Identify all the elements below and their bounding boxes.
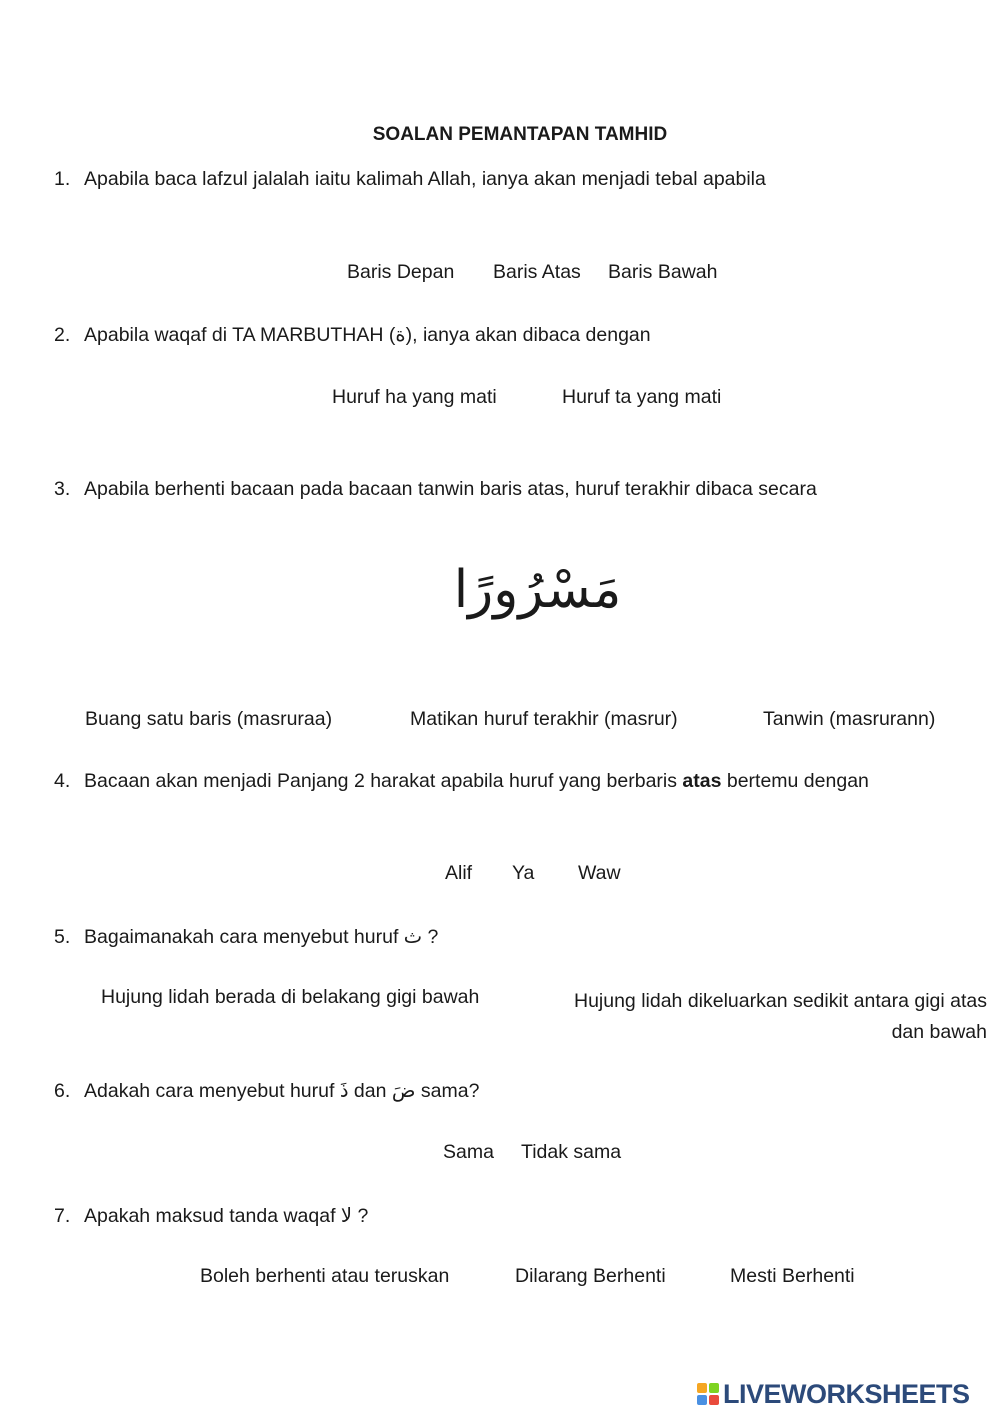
q3-option-buang-satu-baris[interactable]: Buang satu baris (masruraa) [85,708,333,730]
question-7: 7. Apakah maksud tanda waqaf لا ? [54,1204,369,1227]
q5-option-dikeluarkan[interactable]: Hujung lidah dikeluarkan sedikit antara gigi atas dan bawah [573,990,987,1043]
question-5: 5. Bagaimanakah cara menyebut huruf ث ? [54,925,439,948]
q3-option-tanwin[interactable]: Tanwin (masrurann) [763,708,936,730]
liveworksheets-logo [697,1378,997,1410]
q7-option-dilarang-berhenti[interactable]: Dilarang Berhenti [515,1265,666,1287]
waqaf-la-glyph: لا [340,1204,353,1227]
q7-option-mesti-berhenti[interactable]: Mesti Berhenti [730,1265,855,1287]
q5-option-belakang-gigi[interactable]: Hujung lidah berada di belakang gigi bawah [101,986,480,1008]
arabic-word-masruran: مَسْرُورًا [453,560,622,620]
q6-option-sama[interactable]: Sama [443,1141,494,1163]
q2-option-huruf-ha[interactable]: Huruf ha yang mati [332,386,497,408]
question-2: 2. Apabila waqaf di TA MARBUTHAH (ة), ianya akan dibaca dengan [54,323,651,346]
question-1: 1. Apabila baca lafzul jalalah iaitu kalimah Allah, ianya akan menjadi tebal apabila [54,168,766,190]
logo-mark-icon [697,1383,719,1405]
bold-atas: atas [682,770,722,792]
q7-option-boleh-berhenti[interactable]: Boleh berhenti atau teruskan [200,1265,450,1287]
question-3: 3. Apabila berhenti bacaan pada bacaan tanwin baris atas, huruf terakhir dibaca secara [54,478,817,500]
question-4: 4. Bacaan akan menjadi Panjang 2 harakat apabila huruf yang berbaris atas bertemu dengan [54,770,869,792]
question-6: 6. Adakah cara menyebut huruf ذَ dan ضَ sama? [54,1079,480,1102]
page-title: SOALAN PEMANTAPAN TAMHID [372,124,668,145]
tsa-glyph: ث [403,925,423,948]
question-1-text: Apabila baca lafzul jalalah iaitu kalimah Allah, ianya akan menjadi tebal apabila [84,168,766,190]
q3-option-matikan-huruf[interactable]: Matikan huruf terakhir (masrur) [410,708,678,730]
q1-option-baris-atas[interactable]: Baris Atas [493,261,581,283]
ta-marbuthah-glyph: ة [395,323,406,346]
q2-option-huruf-ta[interactable]: Huruf ta yang mati [562,386,722,408]
q4-option-waw[interactable]: Waw [578,862,621,884]
dzal-glyph: ذَ [339,1079,349,1102]
q6-option-tidak-sama[interactable]: Tidak sama [521,1141,622,1163]
q1-option-baris-depan[interactable]: Baris Depan [347,261,455,283]
dhad-glyph: ضَ [391,1079,416,1102]
q1-option-baris-bawah[interactable]: Baris Bawah [608,261,718,283]
q4-option-ya[interactable]: Ya [512,862,535,884]
logo-text: LIVEWORKSHEETS [723,1378,970,1409]
q4-option-alif[interactable]: Alif [445,862,473,884]
question-3-text: Apabila berhenti bacaan pada bacaan tanwin baris atas, huruf terakhir dibaca secara [84,478,817,500]
